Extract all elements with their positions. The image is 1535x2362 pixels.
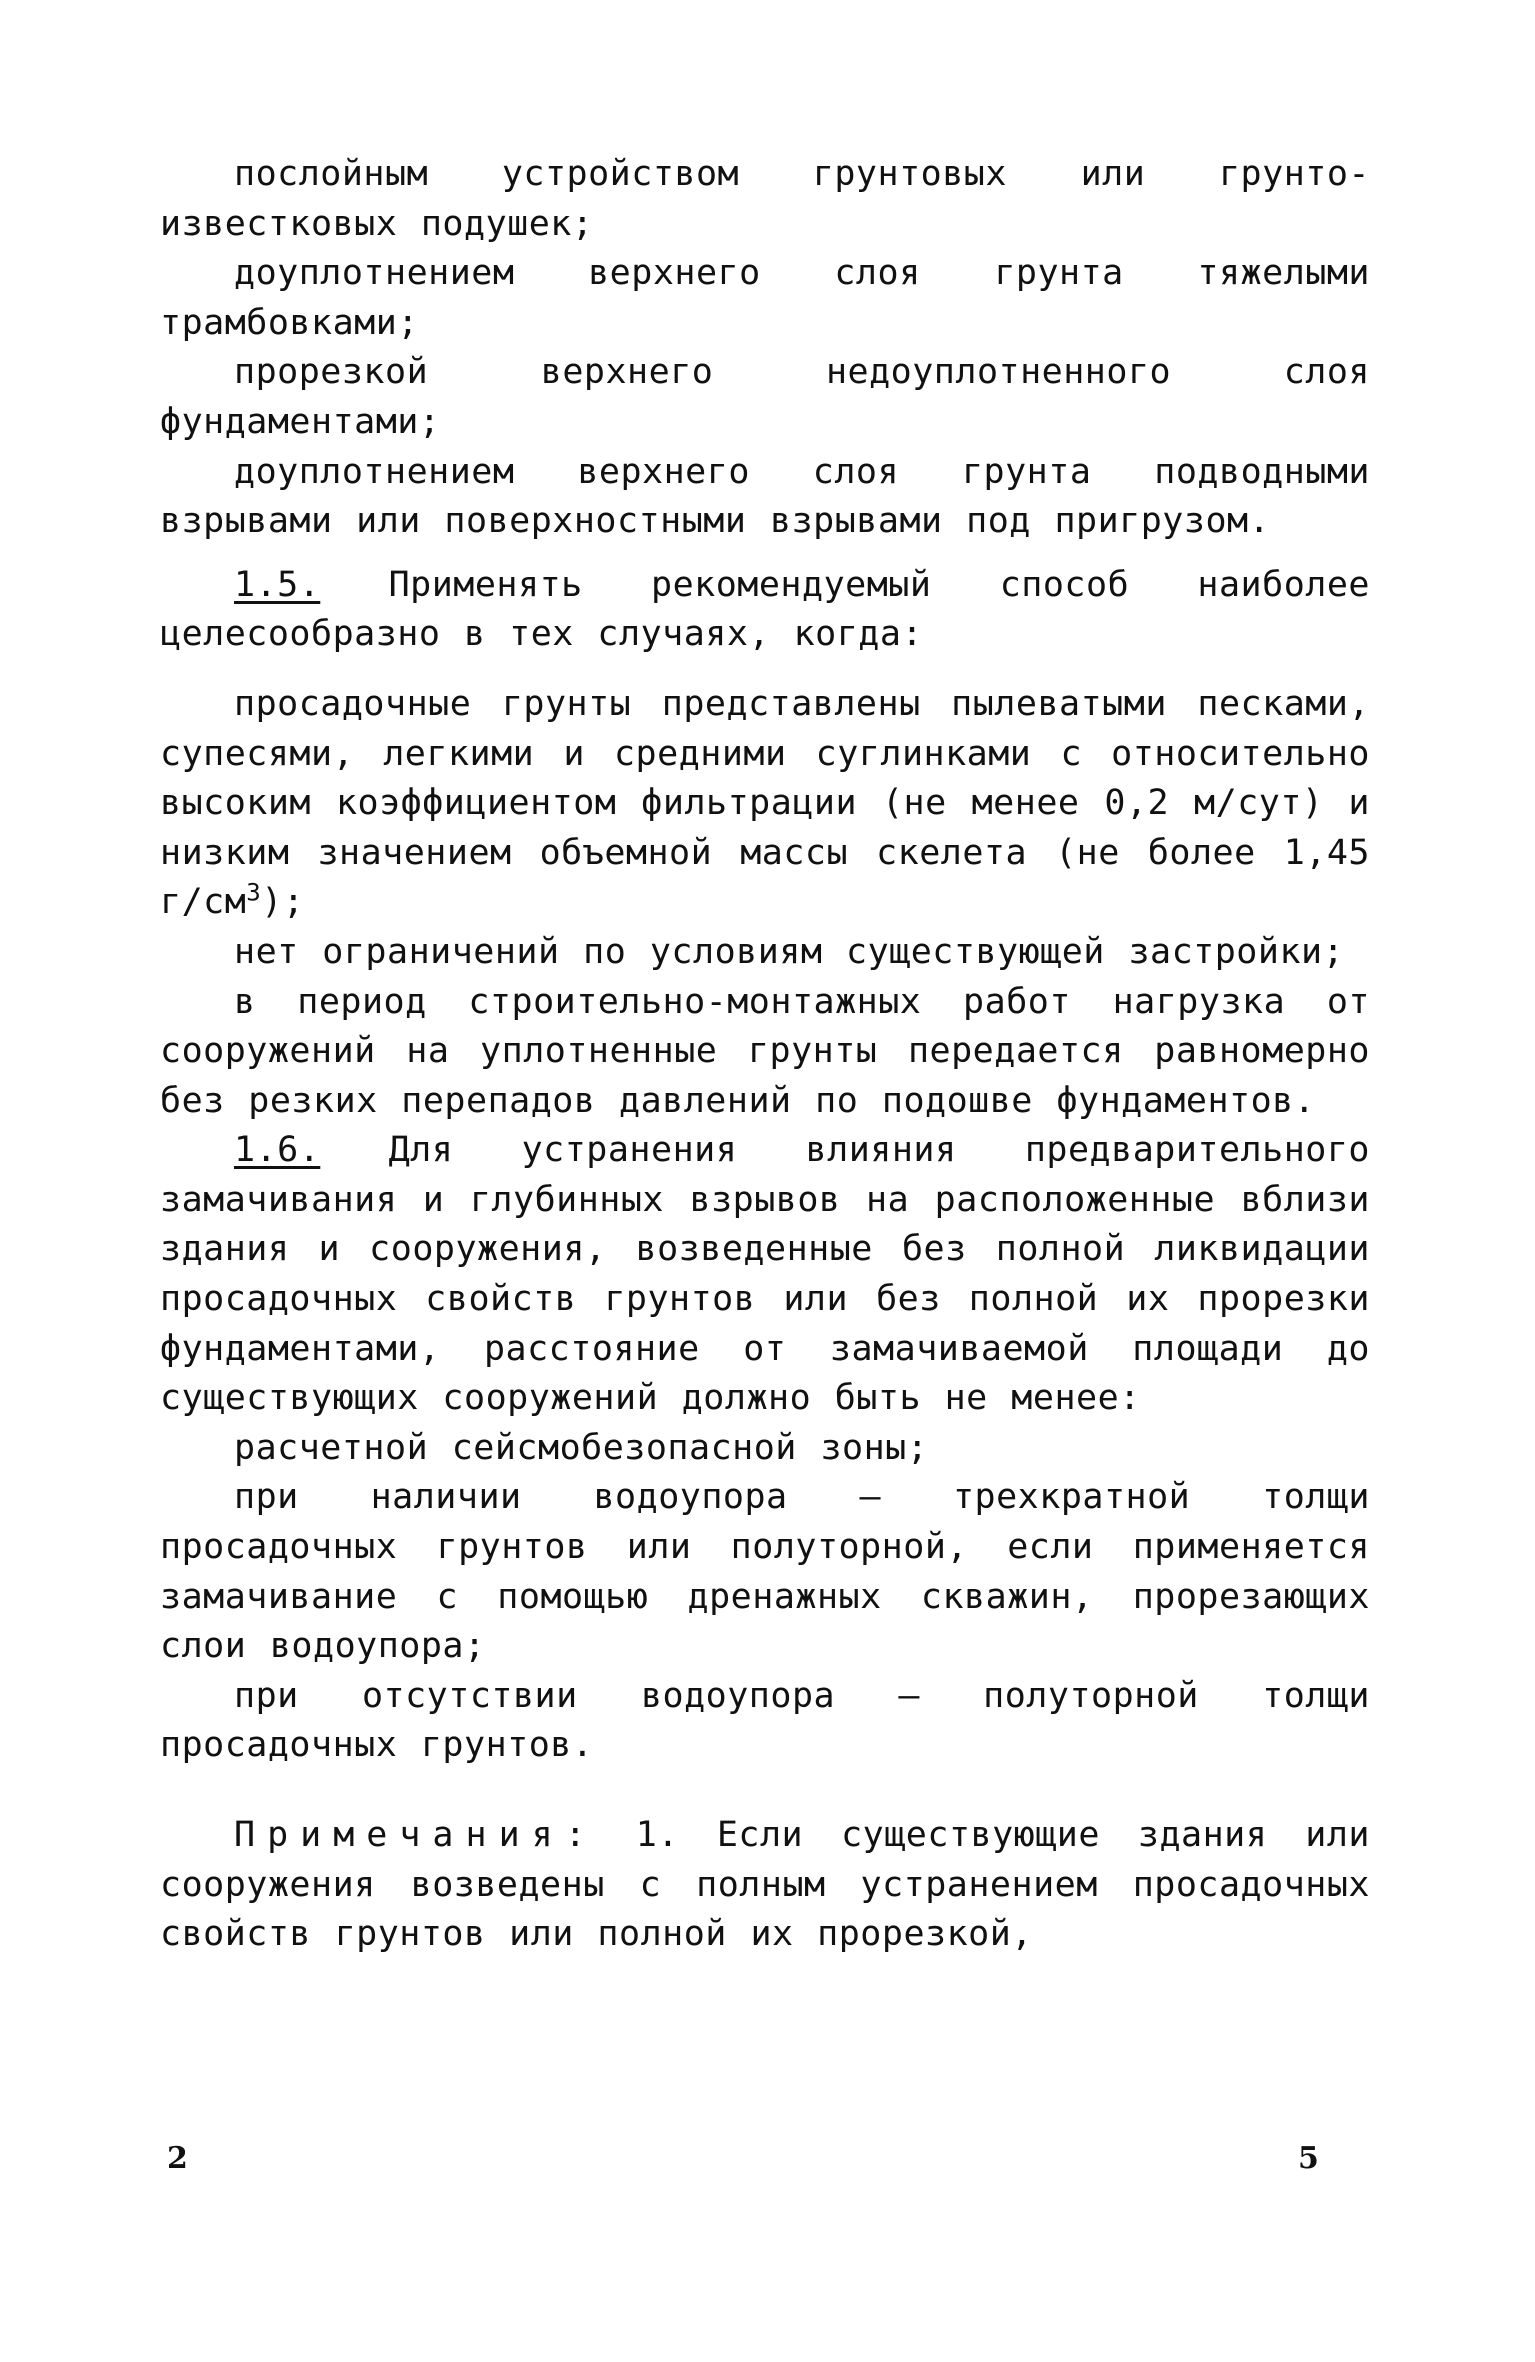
section-text: Для устранения влияния предварительного замачивания и глубинных взрывов на расположенные вблизи здания и сооружения, возведенные без полной ликвидации просадочных свойств грунтов или без полной их прорезки фундаментами, расстояние от замачиваемой площади до существующих сооружений должно быть не менее:: [160, 1130, 1370, 1419]
paragraph: при наличии водоупора – трехкратной толщи просадочных грунтов или полуторной, если применяется замачивание с помощью дренажных скважин, прорезающих слои водоупора;: [160, 1477, 1370, 1667]
superscript: 3: [246, 878, 262, 907]
paragraph: при отсутствии водоупора – полуторной толщи просадочных грунтов.: [160, 1675, 1370, 1766]
page-number-left: 2: [167, 2141, 188, 2176]
body-text: [160, 150, 1370, 1960]
paragraph: доуплотнением верхнего слоя грунта тяжелыми трамбовками;: [160, 253, 1370, 343]
paragraph: в период строительно-монтажных работ нагрузка от сооружений на уплотненные грунты передается равномерно без резких перепадов давлений по подошве фундаментов.: [160, 981, 1370, 1121]
paragraph-text: просадочные грунты представлены пылеватыми песками, супесями, легкими и средними суглинками с относительно высоким коэффициентом фильтрации (не менее 0,2 м/сут) и низким значением объемной массы скелета (не более 1,45 г/см: [160, 683, 1370, 923]
note-text: 1. Если существующие здания или сооружения возведены с полным устранением просадочных свойств грунтов или полной их прорезкой,: [160, 1815, 1370, 1955]
paragraph: послойным устройством грунтовых или грунто-известковых подушек;: [160, 154, 1370, 244]
paragraph: [160, 680, 1370, 928]
section-number: 1.5.: [234, 564, 321, 605]
paragraph: доуплотнением верхнего слоя грунта подводными взрывами или поверхностными взрывами под пригрузом.: [160, 451, 1370, 542]
paragraph-end: );: [261, 882, 305, 923]
paragraph: расчетной сейсмобезопасной зоны;: [234, 1427, 929, 1468]
section-number: 1.6.: [234, 1130, 321, 1171]
paragraph: прорезкой верхнего недоуплотненного слоя фундаментами;: [160, 352, 1370, 442]
section-1-5: [160, 561, 1370, 660]
paragraph: нет ограничений по условиям существующей застройки;: [234, 931, 1345, 972]
note: [160, 1811, 1370, 1960]
note-label: Примечания:: [234, 1815, 598, 1855]
page-number-right: 5: [1298, 2141, 1319, 2176]
section-text: Применять рекомендуемый способ наиболее целесообразно в тех случаях, когда:: [160, 564, 1370, 655]
section-1-6: [160, 1126, 1370, 1424]
